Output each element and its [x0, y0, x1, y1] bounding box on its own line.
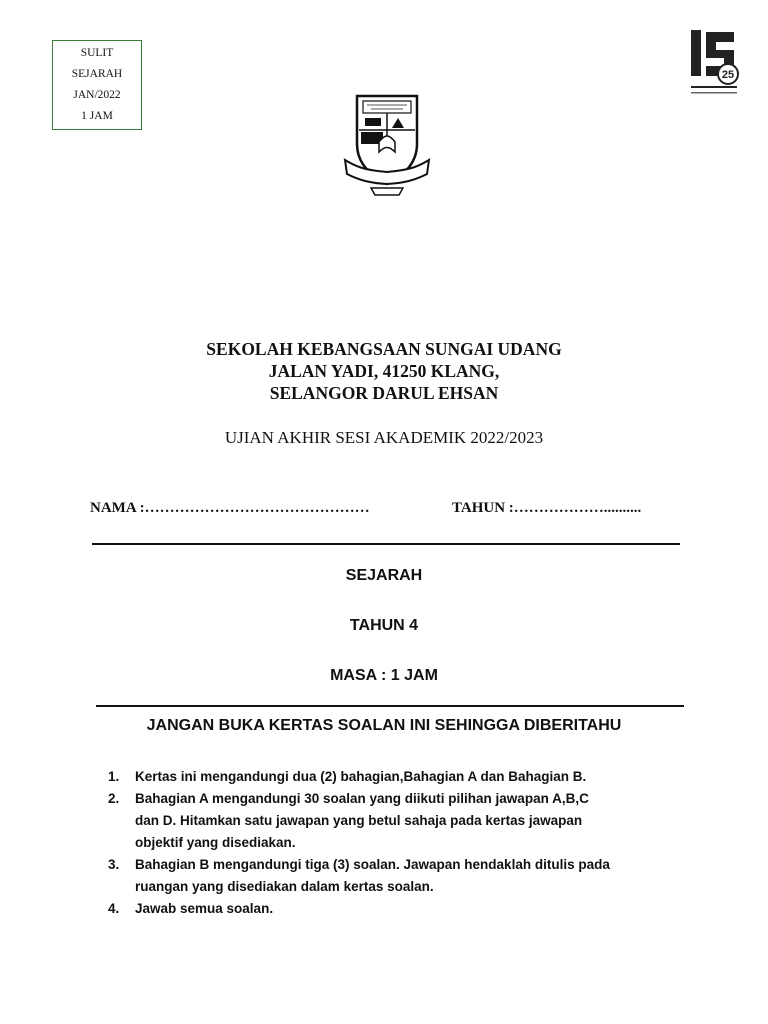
instruction-line: dan D. Hitamkan satu jawapan yang betul sahaja pada kertas jawapan: [135, 813, 583, 828]
instruction-line: objektif yang disediakan.: [135, 835, 296, 850]
name-field: NAMA :………………………………………: [90, 500, 370, 516]
instruction-line: Bahagian A mengandungi 30 soalan yang diikuti pilihan jawapan A,B,C: [135, 791, 589, 806]
logo-badge-number: 25: [721, 69, 735, 81]
label-line: SEJARAH: [71, 68, 123, 80]
school-header: [0, 338, 768, 404]
label-line: SULIT: [80, 47, 114, 59]
instruction-number: 3.: [108, 857, 120, 872]
anniversary-logo-icon: [688, 26, 740, 102]
exam-duration: MASA : 1 JAM: [330, 667, 438, 684]
school-address-line1: JALAN YADI, 41250 KLANG,: [268, 361, 500, 381]
instruction-item: [108, 788, 708, 854]
school-address-line2: SELANGOR DARUL EHSAN: [269, 383, 499, 403]
instruction-item: [108, 898, 708, 920]
document-label-box: [52, 40, 142, 130]
divider-bottom: [96, 705, 684, 707]
school-name: SEKOLAH KEBANGSAAN SUNGAI UDANG: [206, 339, 562, 359]
subject-name: SEJARAH: [345, 567, 423, 584]
instruction-item: [108, 854, 708, 898]
label-line: JAN/2022: [73, 89, 121, 101]
instruction-number: 2.: [108, 791, 120, 806]
label-line: 1 JAM: [81, 110, 113, 122]
instruction-line: Bahagian B mengandungi tiga (3) soalan. Jawapan hendaklah ditulis pada: [135, 857, 610, 872]
instructions-list: [108, 766, 708, 920]
year-field: TAHUN :………………..........: [452, 500, 642, 516]
instruction-line: Jawab semua soalan.: [135, 901, 274, 916]
exam-title: UJIAN AKHIR SESI AKADEMIK 2022/2023: [224, 428, 544, 447]
instruction-line: Kertas ini mengandungi dua (2) bahagian,Bahagian A dan Bahagian B.: [135, 769, 587, 784]
warning-heading: JANGAN BUKA KERTAS SOALAN INI SEHINGGA DIBERITAHU: [146, 717, 622, 734]
subject-year: TAHUN 4: [349, 617, 419, 634]
school-crest-icon: [343, 92, 431, 200]
instruction-item: [108, 766, 708, 788]
instruction-number: 1.: [108, 769, 120, 784]
instruction-number: 4.: [108, 901, 120, 916]
instruction-line: ruangan yang disediakan dalam kertas soalan.: [135, 879, 434, 894]
divider-top: [92, 543, 680, 545]
